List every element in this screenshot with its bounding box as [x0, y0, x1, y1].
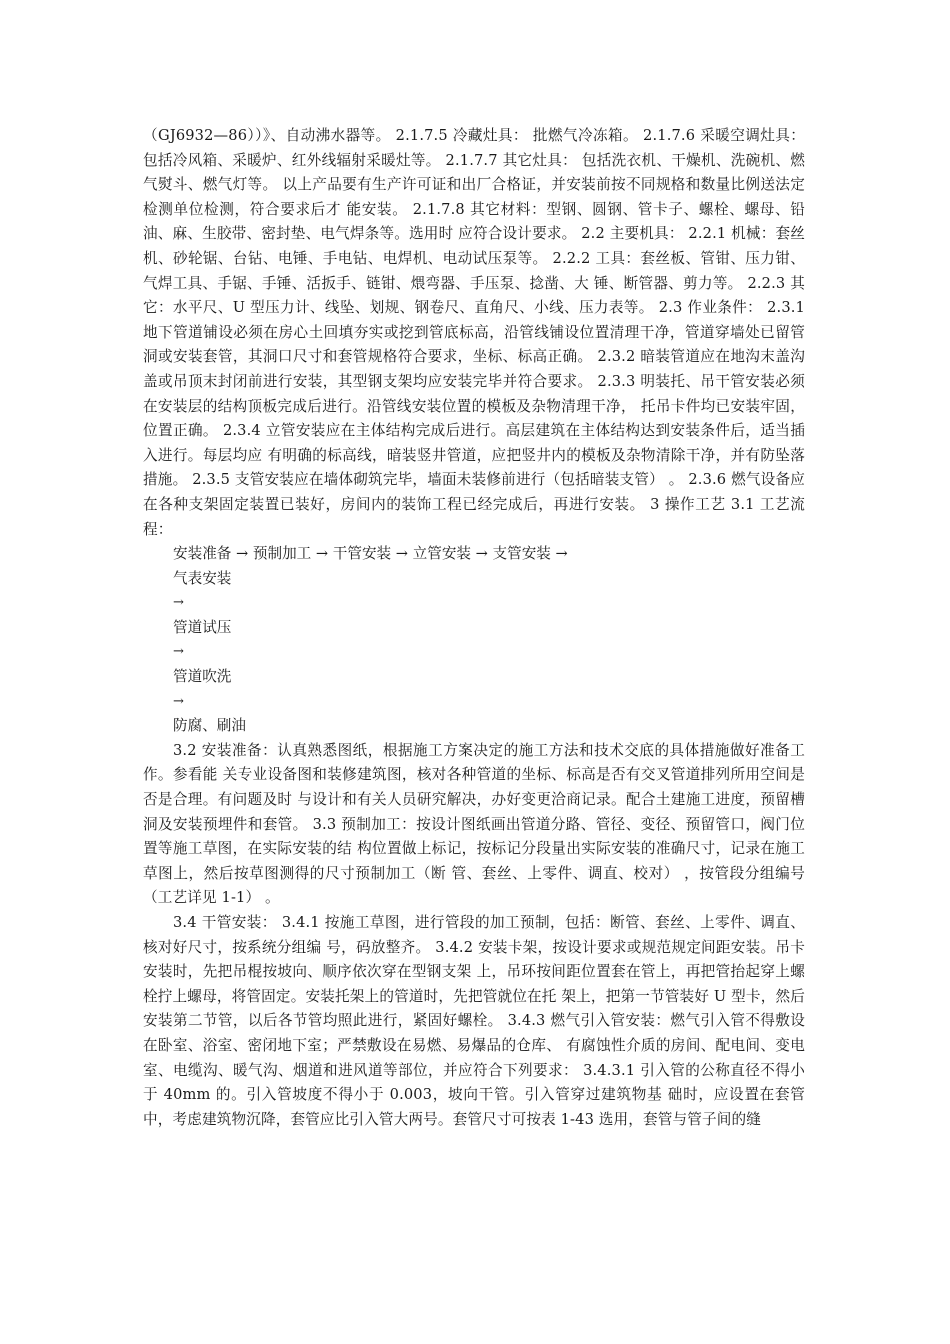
flow-step-purge: 管道吹洗	[173, 668, 232, 686]
paragraph-materials-conditions: （GJ6932—86））》、自动沸水器等。 2.1.7.5 冷藏灶具： 批燃气冷冻箱。 2.1.7.6 采暖空调灶具： 包括冷风箱、采暖炉、红外线辐射采暖灶等。 2.1.7.7 其它灶具： 包括洗衣机、干燥机、洗碗机、燃气熨斗、燃气灯等。 以上产品要有生产许可证和出厂合格证，并安装前按不同规格和数量比例送法定检测单位检测，符合要求后才 能安装。 2.1.7.8 其它材料：型钢、圆钢、管卡子、螺栓、螺母、铅油、麻、生胶带、密封垫、电气焊条等。选用时 应符合设计要求。 2.2 主要机具： 2.2.1 机械：套丝机、砂轮锯、台钻、电锤、手电钻、电焊机、电动试压泵等。 2.2.2 工具：套丝板、管钳、压力钳、气焊工具、手锯、手锤、活扳手、链钳、煨弯器、手压泵、捻凿、大 锤、断管器、剪力等。 2.2.3 其它：水平尺、U 型压力计、线坠、划规、钢卷尺、直角尺、小线、压力表等。 2.3 作业条件： 2.3.1 地下管道铺设必须在房心土回填夯实或挖到管底标高，沿管线铺设位置清理干净，管道穿墙处已留管 洞或安装套管，其洞口尺寸和套管规格符合要求，坐标、标高正确。 2.3.2 暗装管道应在地沟末盖沟盖或吊顶末封闭前进行安装，其型钢支架均应安装完毕并符合要求。 2.3.3 明装托、吊干管安装必须在安装层的结构顶板完成后进行。沿管线安装位置的模板及杂物清理干净， 托吊卡件均已安装牢固，位置正确。 2.3.4 立管安装应在主体结构完成后进行。高层建筑在主体结构达到安装条件后，适当插入进行。每层均应 有明确的标高线，暗装竖井管道，应把竖井内的模板及杂物清除干净，并有防坠落措施。 2.3.5 支管安装应在墙体砌筑完毕，墙面未装修前进行（包括暗装支管） 。 2.3.6 燃气设备应在各种支架固定装置已装好，房间内的装饰工程已经完成后，再进行安装。 3 操作工艺 3.1 工艺流程：	[143, 127, 805, 538]
flow-arrow: →	[173, 595, 184, 611]
paragraph-main-pipe-install: 3.4 干管安装： 3.4.1 按施工草图，进行管段的加工预制，包括：断管、套丝、上零件、调直、核对好尺寸，按系统分组编 号，码放整齐。 3.4.2 安装卡架，按设计要求或规范规定间距安装。吊卡安装时，先把吊棍按坡向、顺序依次穿在型钢支架 上，吊环按间距位置套在管上，再把管抬起穿上螺栓拧上螺母，将管固定。安装托架上的管道时，先把管就位在托 架上，把第一节管装好 U 型卡，然后安装第二节管，以后各节管均照此进行，紧固好螺栓。 3.4.3 燃气引入管安装：燃气引入管不得敷设在卧室、浴室、密闭地下室；严禁敷设在易燃、易爆品的仓库、 有腐蚀性介质的房间、配电间、变电室、电缆沟、暖气沟、烟道和进风道等部位，并应符合下列要求： 3.4.3.1 引入管的公称直径不得小于 40mm 的。引入管坡度不得小于 0.003，坡向干管。引入管穿过建筑物基 础时，应设置在套管中，考虑建筑物沉降，套管应比引入管大两号。套管尺寸可按表 1-43 选用，套管与管子间的缝	[143, 914, 805, 1128]
flow-step-anticorrosion: 防腐、刷油	[173, 717, 246, 735]
flow-step-pressure-test: 管道试压	[173, 618, 232, 636]
flow-step-gas-meter: 气表安装	[173, 569, 232, 587]
flow-arrow: →	[173, 693, 184, 709]
process-flow	[143, 542, 805, 739]
paragraph-preparation-prefab: 3.2 安装准备：认真熟悉图纸，根据施工方案决定的施工方法和技术交底的具体措施做好准备工作。参看能 关专业设备图和装修建筑图，核对各种管道的坐标、标高是否有交叉管道排列所用空间是否是合理。有问题及时 与设计和有关人员研究解决，办好变更洽商记录。配合土建施工进度，预留槽洞及安装预埋件和套管。 3.3 预制加工：按设计图纸画出管道分路、管径、变径、预留管口，阀门位置等施工草图，在实际安装的结 构位置做上标记，按标记分段量出实际安装的准确尺寸，记录在施工草图上，然后按草图测得的尺寸预制加工（断 管、套丝、上零件、调直、校对） ，按管段分组编号（工艺详见 1-1） 。	[143, 741, 805, 907]
flow-arrow: →	[173, 644, 184, 660]
flow-line-main: 安装准备 → 预制加工 → 干管安装 → 立管安装 → 支管安装 →	[173, 545, 568, 563]
document-page	[143, 124, 805, 1132]
